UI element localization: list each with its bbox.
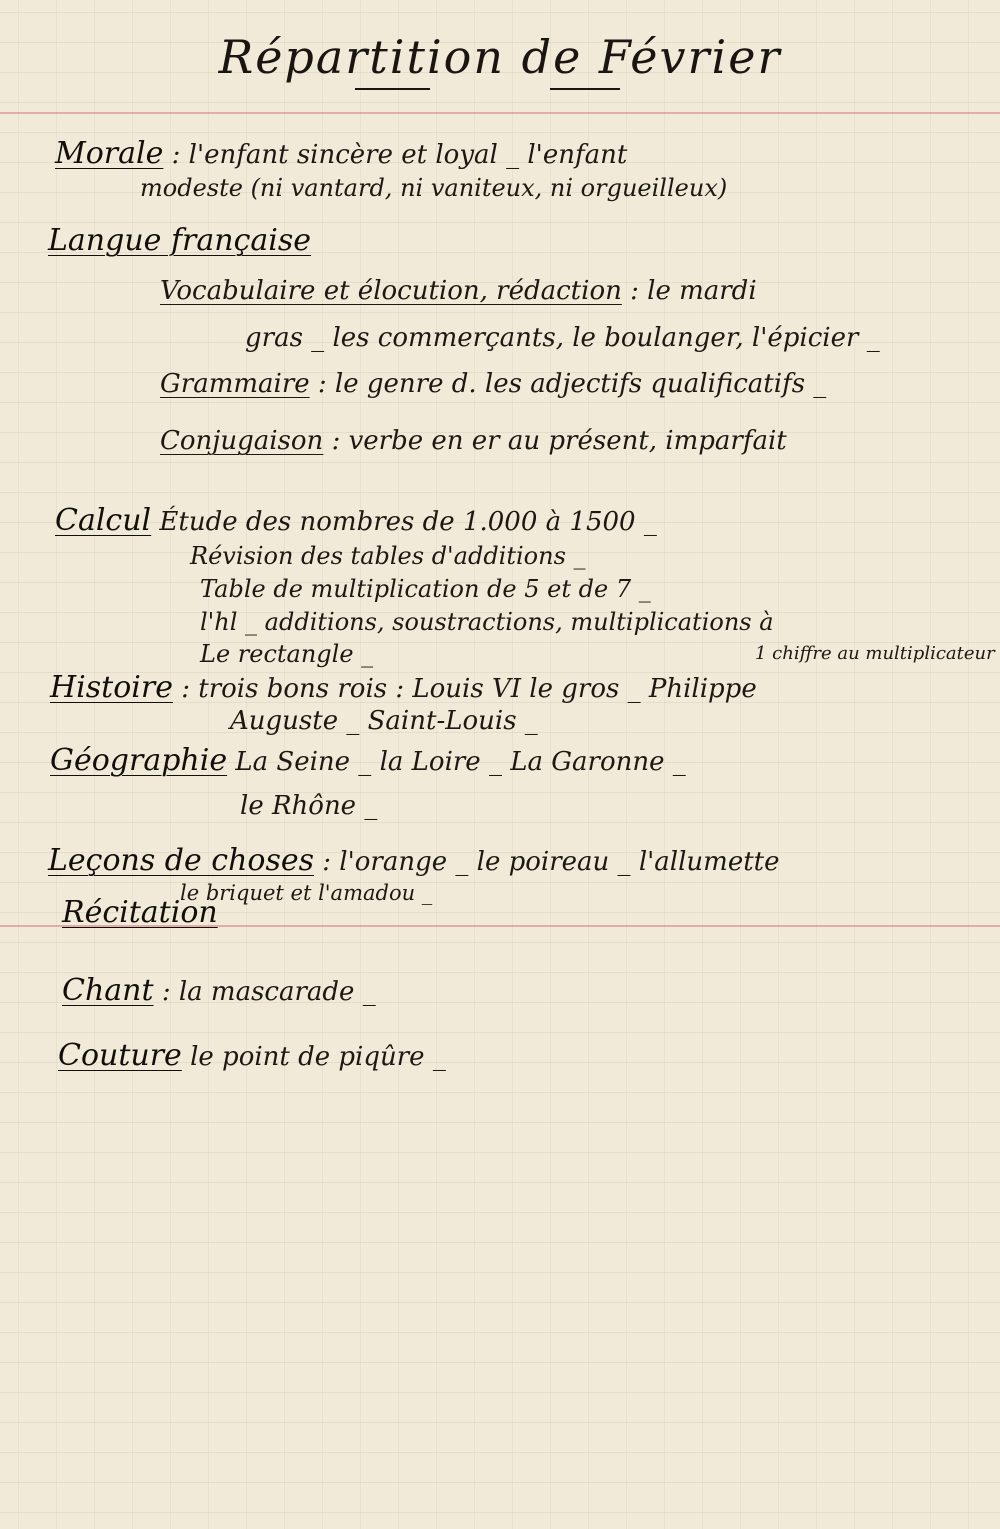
vocab-line-1 <box>160 275 757 307</box>
histoire-line-1 <box>50 672 757 705</box>
morale-heading: Morale <box>55 136 164 171</box>
chant-text: : la mascarade _ <box>161 977 376 1007</box>
vocab-text: : le mardi <box>630 276 757 306</box>
geographie-heading: Géographie <box>50 743 228 778</box>
calcul-line-4-note: 1 chiffre au multiplicateur <box>755 643 995 664</box>
morale-line-2: modeste (ni vantard, ni vaniteux, ni orgueilleux) <box>140 174 728 202</box>
vocab-line-2: gras _ les commerçants, le boulanger, l'épicier _ <box>245 323 880 353</box>
lecons-text: : l'orange _ le poireau _ l'allumette <box>322 847 780 877</box>
calcul-line-5: Le rectangle _ <box>200 640 374 668</box>
couture-text: le point de piqûre _ <box>190 1042 446 1072</box>
calcul-line-2: Révision des tables d'additions _ <box>190 542 586 570</box>
chant-heading: Chant <box>62 973 154 1008</box>
histoire-text: : trois bons rois : Louis VI le gros _ Philippe <box>181 674 757 704</box>
calcul-heading: Calcul <box>55 503 152 538</box>
page-title: Répartition de Février <box>218 30 782 84</box>
lecons-line-2: le briquet et l'amadou _ <box>180 881 433 905</box>
conjugaison-line <box>160 425 787 457</box>
langue-heading: Langue française <box>48 223 312 258</box>
calcul-line-3: Table de multiplication de 5 et de 7 _ <box>200 575 651 603</box>
langue-line <box>48 225 311 258</box>
histoire-heading: Histoire <box>50 670 173 705</box>
geographie-line-2: le Rhône _ <box>240 791 378 821</box>
recitation-line <box>62 897 218 930</box>
lecons-line-1 <box>48 845 780 878</box>
red-margin-line <box>0 112 1000 114</box>
title-underline <box>550 88 620 90</box>
vocab-label: Vocabulaire et élocution, rédaction <box>160 276 622 306</box>
histoire-line-2: Auguste _ Saint-Louis _ <box>230 706 538 736</box>
recitation-heading: Récitation <box>62 895 218 930</box>
conjugaison-label: Conjugaison <box>160 426 324 456</box>
conjugaison-text: : verbe en er au présent, imparfait <box>331 426 787 456</box>
grammaire-line <box>160 368 826 400</box>
chant-line <box>62 975 376 1008</box>
geographie-text: La Seine _ la Loire _ La Garonne _ <box>235 747 686 777</box>
lecons-heading: Leçons de choses <box>48 843 315 878</box>
calcul-line-4: l'hl _ additions, soustractions, multiplications à <box>200 608 774 636</box>
grammaire-label: Grammaire <box>160 369 310 399</box>
calcul-line-1 <box>55 505 657 538</box>
morale-text: : l'enfant sincère et loyal _ l'enfant <box>171 140 628 170</box>
morale-line-1 <box>55 138 627 171</box>
geographie-line-1 <box>50 745 686 778</box>
couture-line <box>58 1040 446 1073</box>
grammaire-text: : le genre d. les adjectifs qualificatifs _ <box>317 369 827 399</box>
title-underline <box>355 88 430 90</box>
couture-heading: Couture <box>58 1038 182 1073</box>
calcul-text: Étude des nombres de 1.000 à 1500 _ <box>159 507 657 537</box>
